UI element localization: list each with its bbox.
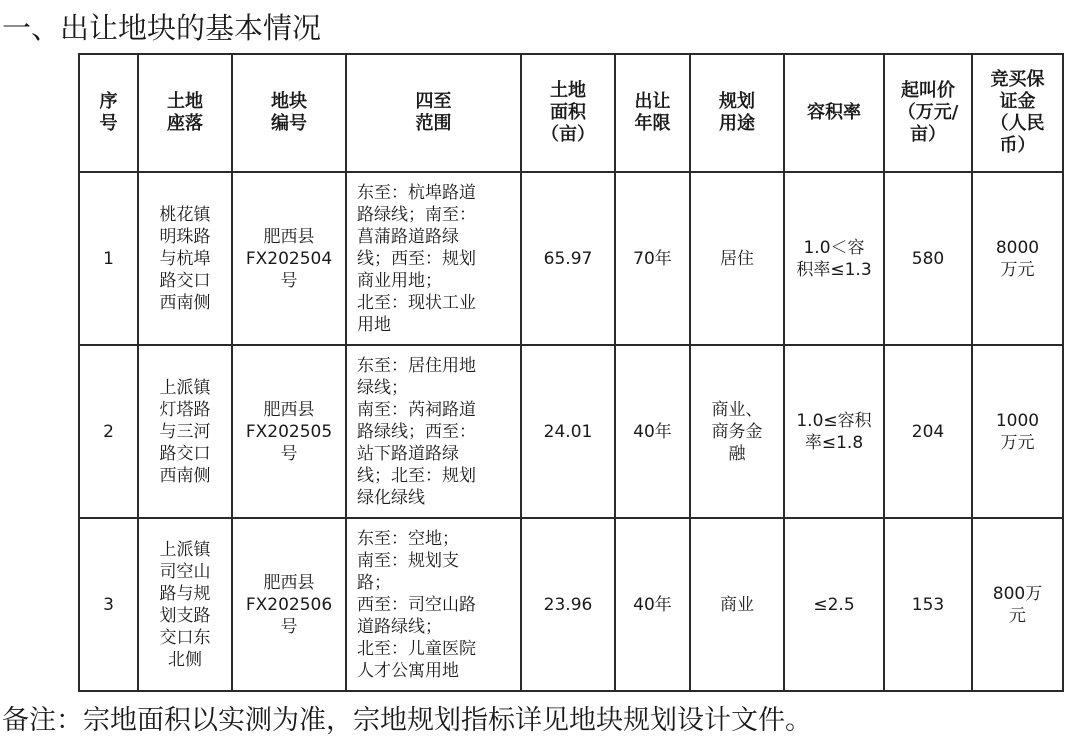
- cell-planned-use: 居住: [690, 172, 784, 345]
- cell-location: 上派镇 灯塔路 与三河 路交口 西南侧: [138, 345, 232, 518]
- header-term: 出让 年限: [615, 54, 690, 172]
- cell-floor-area-ratio: 1.0＜容 积率≤1.3: [784, 172, 884, 345]
- cell-location: 上派镇 司空山 路与规 划支路 交口东 北侧: [138, 518, 232, 691]
- table-header: [79, 54, 1063, 172]
- header-parcel-number: 地块 编号: [232, 54, 346, 172]
- header-land-area: 土地 面积 （亩）: [521, 54, 615, 172]
- section-title: 一、出让地块的基本情况: [2, 11, 322, 45]
- header-boundaries: 四至 范围: [346, 54, 521, 172]
- cell-planned-use: 商业: [690, 518, 784, 691]
- table-row: [79, 345, 1063, 518]
- cell-boundaries: 东至：空地； 南至：规划支 路； 西至：司空山路 道路绿线； 北至：儿童医院 人才公寓用地: [346, 518, 521, 691]
- cell-floor-area-ratio: 1.0≤容积 率≤1.8: [784, 345, 884, 518]
- header-row: [79, 54, 1063, 172]
- cell-deposit: 1000 万元: [972, 345, 1063, 518]
- cell-land-area: 65.97: [521, 172, 615, 345]
- cell-starting-price: 204: [884, 345, 972, 518]
- cell-serial-no: 3: [79, 518, 138, 691]
- table-row: [79, 172, 1063, 345]
- cell-parcel-number: 肥西县 FX202506 号: [232, 518, 346, 691]
- footnote: 备注：宗地面积以实测为准，宗地规划指标详见地块规划设计文件。: [2, 705, 812, 736]
- cell-boundaries: 东至：居住用地 绿线； 南至：芮祠路道 路绿线；西至： 站下路道路绿 线；北至：规划 绿化绿线: [346, 345, 521, 518]
- cell-land-area: 24.01: [521, 345, 615, 518]
- table-body: [79, 172, 1063, 691]
- cell-term: 40年: [615, 345, 690, 518]
- header-planned-use: 规划 用途: [690, 54, 784, 172]
- cell-starting-price: 580: [884, 172, 972, 345]
- cell-planned-use: 商业、 商务金 融: [690, 345, 784, 518]
- cell-location: 桃花镇 明珠路 与杭埠 路交口 西南侧: [138, 172, 232, 345]
- cell-serial-no: 2: [79, 345, 138, 518]
- cell-parcel-number: 肥西县 FX202504 号: [232, 172, 346, 345]
- cell-parcel-number: 肥西县 FX202505 号: [232, 345, 346, 518]
- cell-floor-area-ratio: ≤2.5: [784, 518, 884, 691]
- header-floor-area-ratio: 容积率: [784, 54, 884, 172]
- cell-term: 40年: [615, 518, 690, 691]
- cell-starting-price: 153: [884, 518, 972, 691]
- header-starting-price: 起叫价 （万元/ 亩）: [884, 54, 972, 172]
- cell-deposit: 8000 万元: [972, 172, 1063, 345]
- header-serial-no: 序 号: [79, 54, 138, 172]
- table-row: [79, 518, 1063, 691]
- cell-land-area: 23.96: [521, 518, 615, 691]
- cell-boundaries: 东至：杭埠路道 路绿线；南至： 菖蒲路道路绿 线；西至：规划 商业用地； 北至：现状工业 用地: [346, 172, 521, 345]
- header-deposit: 竞买保 证金 （人民 币）: [972, 54, 1063, 172]
- cell-term: 70年: [615, 172, 690, 345]
- cell-serial-no: 1: [79, 172, 138, 345]
- header-location: 土地 座落: [138, 54, 232, 172]
- land-parcel-table: [78, 53, 1064, 692]
- cell-deposit: 800万 元: [972, 518, 1063, 691]
